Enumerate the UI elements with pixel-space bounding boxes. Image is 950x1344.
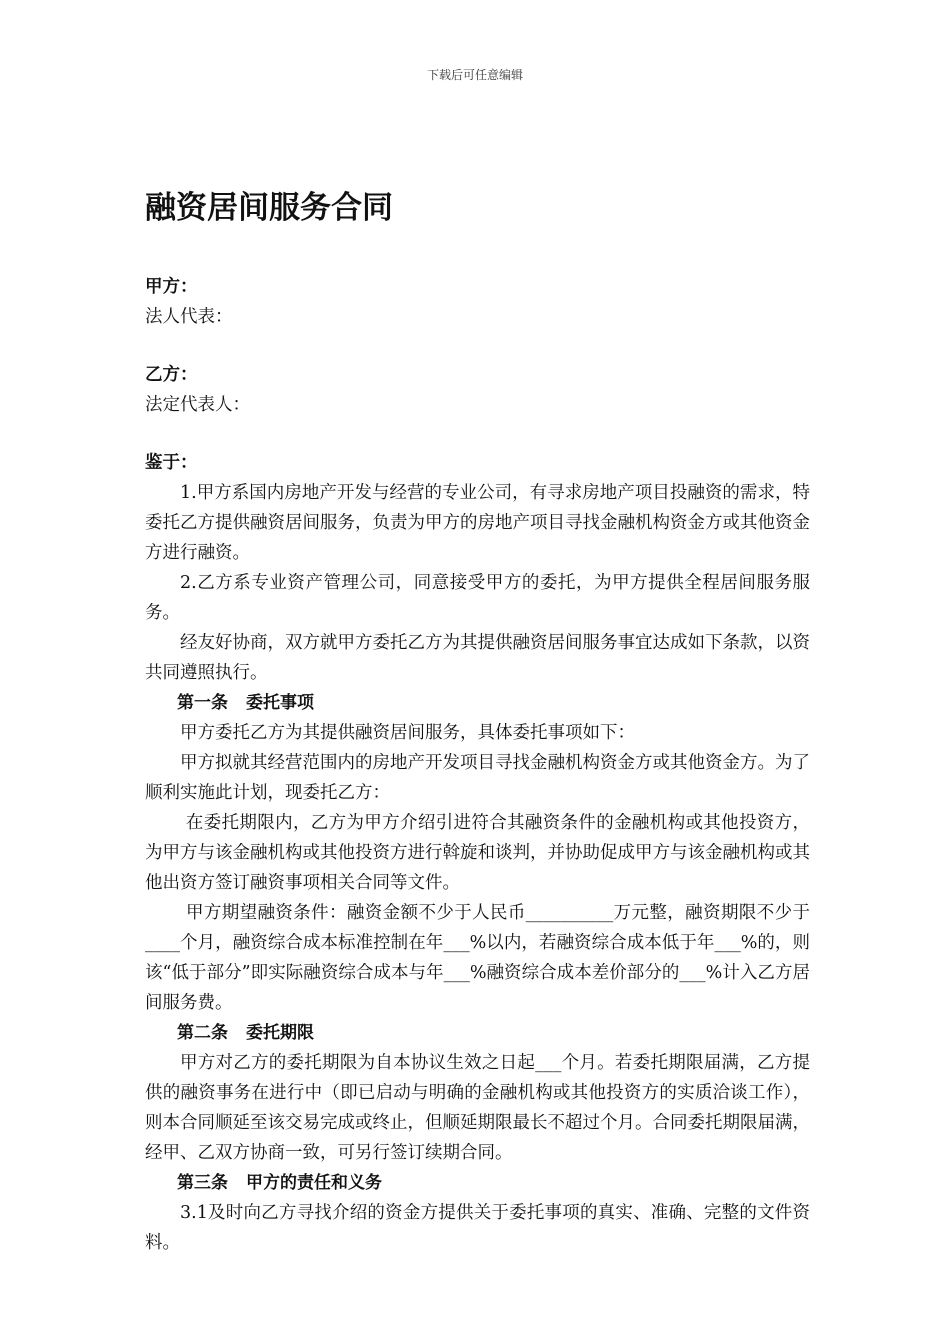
article-3-paragraph: 3.1及时向乙方寻找介绍的资金方提供关于委托事项的真实、准确、完整的文件资料。: [145, 1203, 810, 1253]
party-a-label: 甲方：: [145, 277, 198, 297]
whereas-item: 1.甲方系国内房地产开发与经营的专业公司，有寻求房地产项目投融资的需求，特委托乙方提供融资居间服务，负责为甲方的房地产项目寻找金融机构资金方或其他资金方进行融资。: [145, 483, 810, 563]
document-body: [145, 188, 810, 1258]
article-title: 委托事项: [246, 693, 314, 713]
article-title: 甲方的责任和义务: [246, 1173, 382, 1193]
party-b-representative: 法定代表人：: [145, 395, 250, 415]
article-1-paragraph: 在委托期限内，乙方为甲方介绍引进符合其融资条件的金融机构或其他投资方，为甲方与该金融机构或其他投资方进行斡旋和谈判，并协助促成甲方与该金融机构或其他出资方签订融资事项相关合同等文件。: [145, 813, 810, 893]
article-1-paragraph: 甲方期望融资条件：融资金额不少于人民币__________万元整，融资期限不少于____个月，融资综合成本标准控制在年___%以内，若融资综合成本低于年___%的，则该“低于部分”即实际融资综合成本与年___%融资综合成本差价部分的___%计入乙方居间服务费。: [145, 903, 810, 1013]
whereas-label: 鉴于：: [145, 453, 198, 473]
article-2-paragraph: 甲方对乙方的委托期限为自本协议生效之日起___个月。若委托期限届满，乙方提供的融资事务在进行中（即已启动与明确的金融机构或其他投资方的实质洽谈工作），则本合同顺延至该交易完成或终止，但顺延期限最长不超过个月。合同委托期限届满，经甲、乙双方协商一致，可另行签订续期合同。: [145, 1053, 810, 1163]
article-title: 委托期限: [246, 1023, 314, 1043]
party-b-label: 乙方：: [145, 365, 198, 385]
page-header-note: 下载后可任意编辑: [426, 68, 523, 82]
article-3-heading: [145, 1168, 810, 1198]
whereas-item: 经友好协商，双方就甲方委托乙方为其提供融资居间服务事宜达成如下条款，以资共同遵照执行。: [145, 633, 810, 683]
article-1-paragraph: 甲方委托乙方为其提供融资居间服务，具体委托事项如下：: [180, 723, 635, 743]
article-1-paragraph: 甲方拟就其经营范围内的房地产开发项目寻找金融机构资金方或其他资金方。为了顺利实施此计划，现委托乙方：: [145, 753, 810, 803]
document-title: 融资居间服务合同: [145, 190, 393, 226]
article-number: 第二条: [177, 1023, 228, 1043]
article-1-heading: [145, 688, 810, 718]
party-a-representative: 法人代表：: [145, 307, 233, 327]
whereas-item: 2.乙方系专业资产管理公司，同意接受甲方的委托，为甲方提供全程居间服务服务。: [145, 573, 810, 623]
article-number: 第三条: [177, 1173, 228, 1193]
article-number: 第一条: [177, 693, 228, 713]
article-2-heading: [145, 1018, 810, 1048]
